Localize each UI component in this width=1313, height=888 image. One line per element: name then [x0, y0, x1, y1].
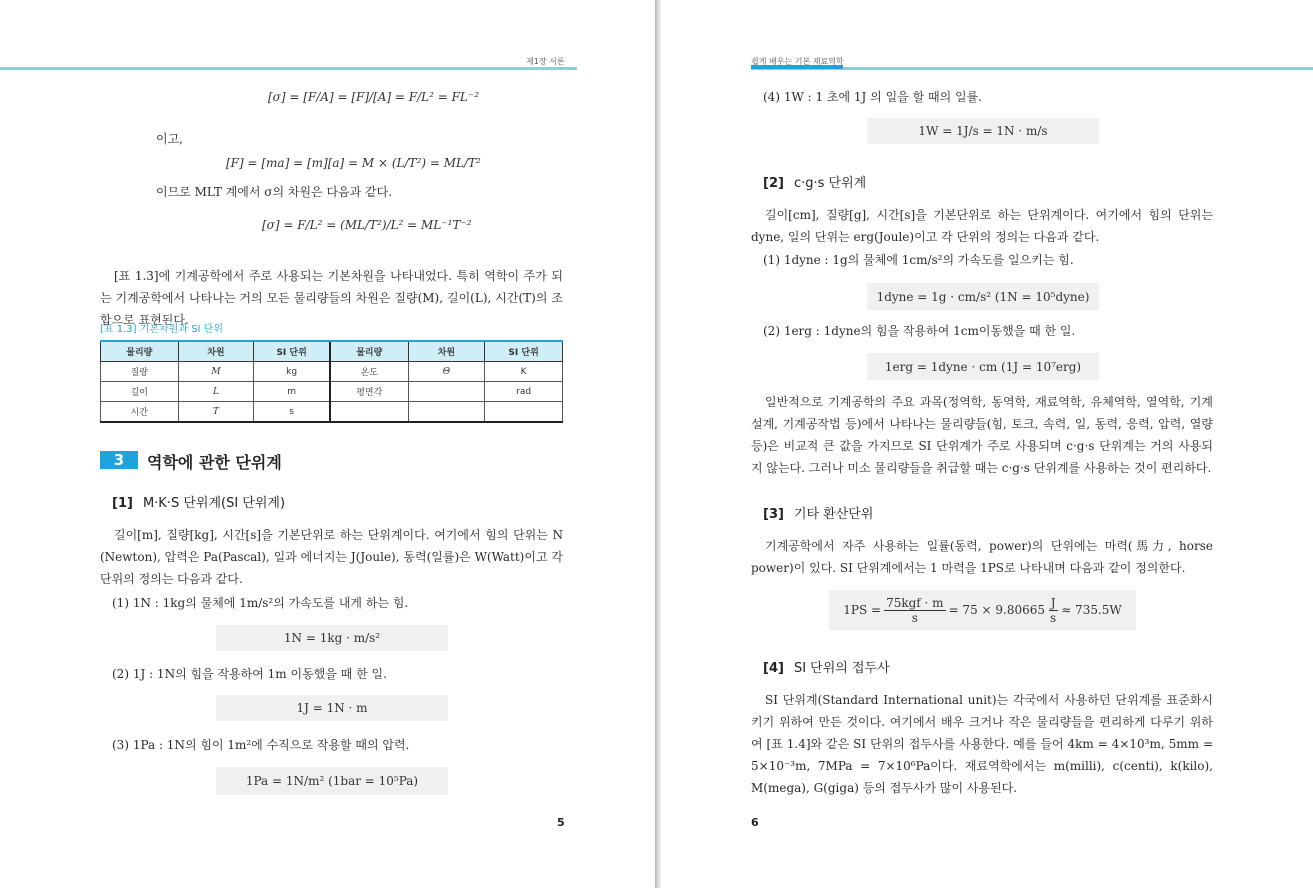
table-header-cell: SI 단위	[254, 341, 330, 362]
text-mlt: 이므로 MLT 계에서 σ의 차원은 다음과 같다.	[156, 185, 393, 199]
ps-fraction-2	[1048, 596, 1058, 625]
table-cell	[408, 402, 485, 423]
formula-box-dyne: 1dyne = 1g · cm/s² (1N = 10⁵dyne)	[867, 283, 1099, 310]
table-header-cell: 물리량	[330, 341, 408, 362]
page-number: 6	[751, 816, 759, 829]
table-cell: m	[254, 382, 330, 402]
subsection-heading-cgs	[763, 172, 866, 191]
table-cell: Θ	[408, 362, 485, 382]
table-cell: s	[254, 402, 330, 423]
cgs-paragraph: 길이[cm], 질량[g], 시간[s]을 기본단위로 하는 단위계이다. 여기에서 힘의 단위는 dyne, 일의 단위는 erg(Joule)이고 각 단위의 정의는 다음과 같다.	[751, 208, 1213, 244]
table-cell: T	[178, 402, 254, 423]
table-header-cell: 차원	[178, 341, 254, 362]
table-cell: K	[485, 362, 563, 382]
ps-fraction	[884, 596, 946, 625]
definition-watt: (4) 1W : 1 초에 1J 의 일을 할 때의 일률.	[763, 90, 982, 104]
table-cell	[485, 402, 563, 423]
formula-box-pascal: 1Pa = 1N/m² (1bar = 10⁵Pa)	[216, 767, 448, 795]
ps-numerator: 75kgf · m	[886, 595, 944, 610]
table-cell	[330, 402, 408, 423]
section-title: 역학에 관한 단위계	[147, 453, 282, 472]
table-caption: [표 1.3] 기본차원과 SI 단위	[100, 324, 223, 335]
subsection-number: [1]	[112, 496, 133, 511]
definition-dyne: (1) 1dyne : 1g의 물체에 1cm/s²의 가속도를 일으키는 힘.	[763, 253, 1074, 267]
subsection-heading-mks	[112, 492, 285, 511]
table-header-cell: 차원	[408, 341, 485, 362]
right-page	[661, 0, 1313, 888]
formula-stress-mlt: [σ] = F/L² = (ML/T²)/L² = ML⁻¹T⁻²	[262, 218, 472, 232]
chapter-header: 제1장 서론	[526, 57, 565, 66]
si-prefix-paragraph: SI 단위계(Standard International unit)는 각국에서 사용하던 단위계를 표준화시키기 위하여 만든 것이다. 여기에서 배우 크거나 작은 물리량들을 편리하게 다루기 위하여 [표 1.4]와 같은 SI 단위의 접두사를 사용한다. 예를 들어 4km = 4×10³m, 5mm = 5×10⁻³m, 7MPa = 7×10⁶Pa이다. 재료역학에서는 m(milli), c(centi), k(kilo), M(mega), G(giga) 등의 접두사가 많이 사용된다.	[751, 693, 1213, 795]
table-cell: rad	[485, 382, 563, 402]
subsection-heading-si-prefix	[763, 657, 890, 676]
table-row	[101, 362, 563, 382]
formula-stress-dimension: [σ] = [F/A] = [F]/[A] = F/L² = FL⁻²	[268, 90, 480, 104]
formula-box-newton: 1N = 1kg · m/s²	[216, 625, 448, 651]
table-cell: M	[178, 362, 254, 382]
ps-rhs: ≈ 735.5W	[1061, 603, 1122, 617]
subsection-title: SI 단위의 접두사	[793, 661, 890, 676]
table-cell: 길이	[101, 382, 179, 402]
subsection-number: [3]	[763, 507, 784, 522]
book-title-header: 쉽게 배우는 기본 재료역학	[751, 57, 844, 66]
table-header-row	[101, 341, 563, 362]
definition-erg: (2) 1erg : 1dyne의 힘을 작용하여 1cm이동했을 때 한 일.	[763, 324, 1076, 338]
mks-paragraph: 길이[m], 질량[kg], 시간[s]을 기본단위로 하는 단위계이다. 여기에서 힘의 단위는 N (Newton), 압력은 Pa(Pascal), 일과 에너지는 J(Joule), 동력(일률)은 W(Watt)이고 각 단위의 정의는 다음과 같다.	[100, 528, 563, 586]
ps-denominator: s	[911, 610, 918, 625]
table-row	[101, 382, 563, 402]
table-cell: kg	[254, 362, 330, 382]
section-number-badge: 3	[100, 451, 138, 469]
table-cell	[408, 382, 485, 402]
subsection-title: M·K·S 단위계(SI 단위계)	[142, 496, 286, 511]
ps-middle: = 75 × 9.80665	[948, 603, 1046, 617]
units-table	[100, 340, 563, 423]
formula-box-joule: 1J = 1N · m	[216, 695, 448, 721]
table-cell: 시간	[101, 402, 179, 423]
formula-force-dimension: [F] = [ma] = [m][a] = M × (L/T²) = ML/T²	[226, 156, 481, 170]
formula-box-horsepower	[829, 590, 1136, 630]
formula-box-erg: 1erg = 1dyne · cm (1J = 10⁷erg)	[867, 353, 1099, 380]
text-igo: 이고,	[156, 132, 183, 146]
formula-box-watt: 1W = 1J/s = 1N · m/s	[867, 118, 1099, 144]
definition-joule: (2) 1J : 1N의 힘을 작용하여 1m 이동했을 때 한 일.	[112, 667, 387, 681]
definition-newton: (1) 1N : 1kg의 물체에 1m/s²의 가속도를 내게 하는 힘.	[112, 596, 409, 610]
table-cell: 평면각	[330, 382, 408, 402]
table-cell: L	[178, 382, 254, 402]
table-row	[101, 402, 563, 423]
ps-numerator-2: J	[1050, 595, 1056, 610]
ps-denominator-2: s	[1050, 610, 1057, 625]
general-paragraph: 일반적으로 기계공학의 주요 과목(정역학, 동역학, 재료역학, 유체역학, 열역학, 기계설계, 기계공작법 등)에서 나타나는 물리량들(힘, 토크, 속력, 일, 동력, 응력, 압력, 열량 등)은 비교적 큰 값을 가지므로 SI 단위계가 주로 사용되며 c·g·s 단위계는 거의 사용되지 않는다. 그러나 미소 물리량들을 취급할 때는 c·g·s 단위계를 사용하는 것이 편리하다.	[751, 395, 1213, 475]
subsection-number: [2]	[763, 176, 784, 191]
table-cell: 온도	[330, 362, 408, 382]
ps-lhs: 1PS =	[843, 603, 882, 617]
definition-pascal: (3) 1Pa : 1N의 힘이 1m²에 수직으로 작용할 때의 압력.	[112, 738, 410, 752]
subsection-title: 기타 환산단위	[793, 507, 874, 522]
subsection-title: c·g·s 단위계	[793, 176, 867, 191]
table-header-cell: SI 단위	[485, 341, 563, 362]
intro-paragraph: [표 1.3]에 기계공학에서 주로 사용되는 기본차원을 나타내었다. 특히 역학이 주가 되는 기계공학에서 나타나는 거의 모든 물리량들의 차원은 질량(M), 길이(L), 시간(T)의 조합으로 표현된다.	[100, 269, 563, 327]
table-cell: 질량	[101, 362, 179, 382]
other-units-paragraph: 기계공학에서 자주 사용하는 일률(동력, power)의 단위에는 마력(馬力, horse power)이 있다. SI 단위계에서는 1 마력을 1PS로 나타내며 다음과 같이 정의한다.	[751, 539, 1213, 575]
left-page	[0, 0, 655, 888]
header-rule	[0, 67, 577, 70]
table-header-cell: 물리량	[101, 341, 179, 362]
page-number: 5	[557, 816, 565, 829]
subsection-heading-other-units	[763, 503, 873, 522]
subsection-number: [4]	[763, 661, 784, 676]
